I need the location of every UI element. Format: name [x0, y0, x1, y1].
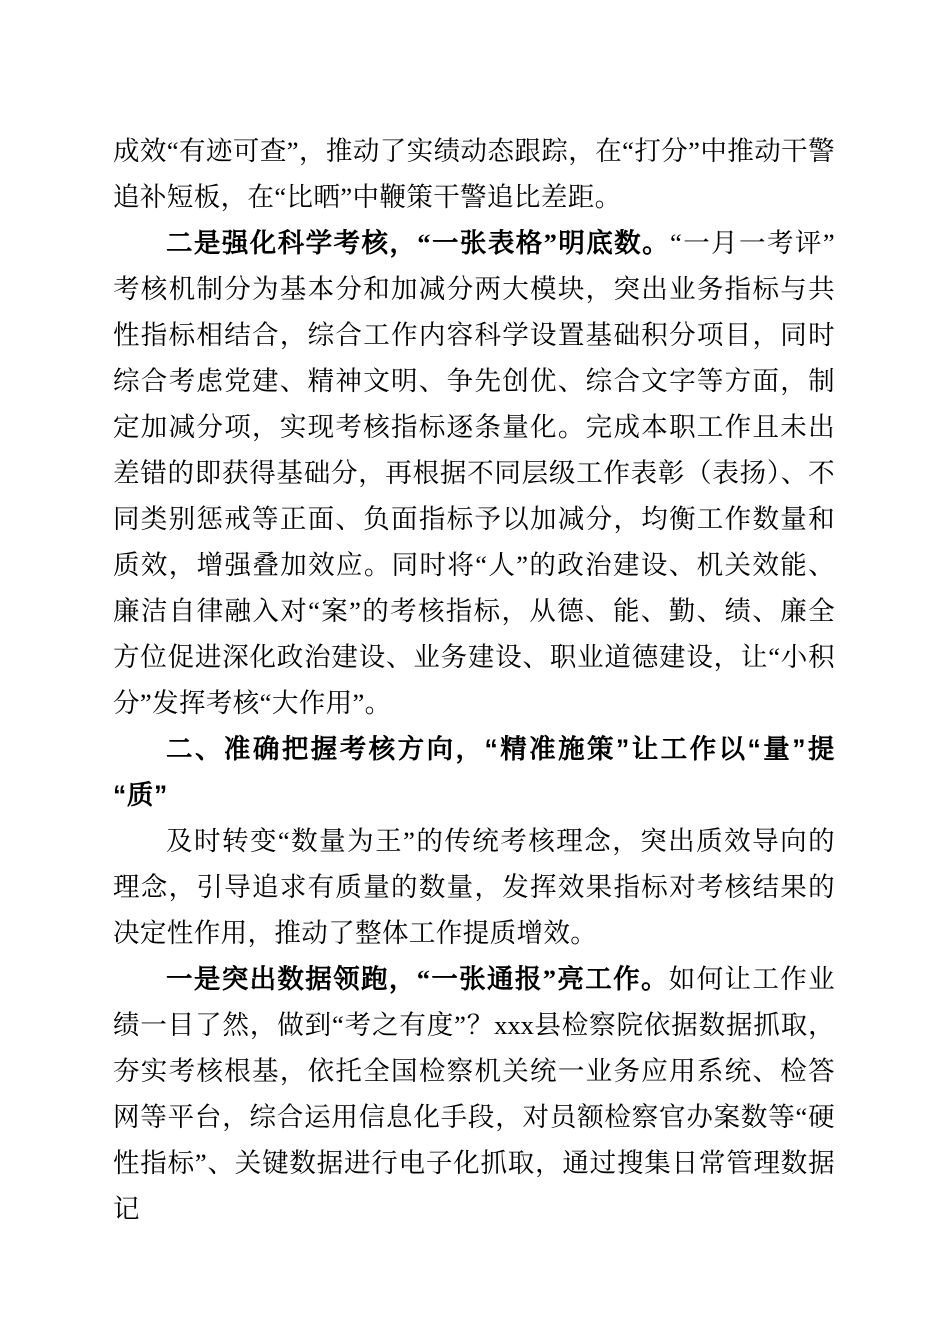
subsection-two-body: “一月一考评”考核机制分为基本分和加减分两大模块，突出业务指标与共性指标相结合，综合工作内容科学设置基础积分项目，同时综合考虑党建、精神文明、争先创优、综合文字等方面，制定加减分项，实现考核指标逐条量化。完成本职工作且未出差错的即获得基础分，再根据不同层级工作表彰（表扬）、不同类别惩戒等正面、负面指标予以加减分，均衡工作数量和质效，增强叠加效应。同时将“人”的政治建设、机关效能、廉洁自律融入对“案”的考核指标，从德、能、勤、绩、廉全方位促进深化政治建设、业务建设、职业道德建设，让“小积分”发挥考核“大作用”。: [113, 228, 835, 718]
paragraph-subsection-one: [113, 956, 835, 1232]
placeholder-county-token: xxx: [494, 1010, 534, 1040]
subsection-one-body-part1: 如何让工作业绩一目了然，做到“考之有度”？: [113, 964, 835, 1040]
paragraph-subsection-two: [113, 220, 835, 726]
subsection-one-body-part2: 县检察院依据数据抓取，夯实考核根基，依托全国检察机关统一业务应用系统、检答网等平台，综合运用信息化手段，对员额检察官办案数等“硬性指标”、关键数据进行电子化抓取，通过搜集日常管理数据记: [113, 1010, 835, 1224]
section-heading-two: 二、准确把握考核方向，“精准施策”让工作以“量”提“质”: [113, 734, 835, 810]
paragraph-section-two-intro: 及时转变“数量为王”的传统考核理念，突出质效导向的理念，引导追求有质量的数量，发挥效果指标对考核结果的决定性作用，推动了整体工作提质增效。: [113, 826, 835, 948]
subsection-one-lead: 一是突出数据领跑，“一张通报”亮工作。: [166, 964, 669, 994]
paragraph-continued: 成效“有迹可查”，推动了实绩动态跟踪，在“打分”中推动干警追补短板，在“比晒”中鞭策干警追比差距。: [113, 136, 835, 212]
document-text-column: [113, 128, 835, 1232]
subsection-two-lead: 二是强化科学考核，“一张表格”明底数。: [166, 228, 671, 258]
